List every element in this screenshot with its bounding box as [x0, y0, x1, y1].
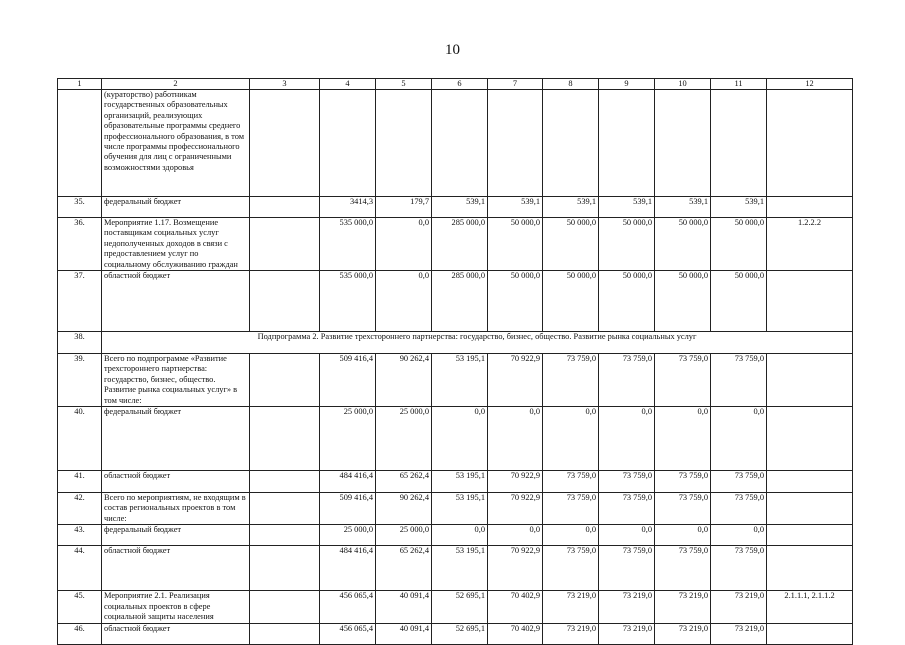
- value-cell: 53 195,1: [432, 546, 488, 591]
- value-cell: 535 000,0: [320, 218, 376, 271]
- column-header: 7: [488, 79, 543, 90]
- row-name-cell: областной бюджет: [102, 471, 250, 493]
- value-cell: 535 000,0: [320, 271, 376, 332]
- column-header: 6: [432, 79, 488, 90]
- table-row: [58, 471, 853, 493]
- value-cell: 65 262,4: [376, 546, 432, 591]
- column-header: 2: [102, 79, 250, 90]
- value-cell: 53 195,1: [432, 471, 488, 493]
- value-cell: 73 759,0: [543, 471, 599, 493]
- value-cell: 50 000,0: [599, 271, 655, 332]
- column-header: 8: [543, 79, 599, 90]
- empty-cell: [250, 218, 320, 271]
- table-row: [58, 591, 853, 623]
- value-cell: 539,1: [488, 197, 543, 218]
- row-number-cell: 44.: [58, 546, 102, 591]
- value-cell: 0,0: [655, 525, 711, 546]
- row-number-cell: 40.: [58, 407, 102, 471]
- value-cell: 0,0: [711, 407, 767, 471]
- row-name-cell: областной бюджет: [102, 271, 250, 332]
- budget-table: [57, 78, 853, 645]
- value-cell: 73 219,0: [599, 591, 655, 623]
- value-cell: 73 759,0: [711, 471, 767, 493]
- value-cell: 0,0: [376, 271, 432, 332]
- empty-cell: [320, 90, 376, 197]
- column-header: 12: [767, 79, 853, 90]
- column-header: 5: [376, 79, 432, 90]
- value-cell: 0,0: [488, 407, 543, 471]
- empty-cell: [655, 90, 711, 197]
- value-cell: 0,0: [376, 218, 432, 271]
- value-cell: 73 759,0: [599, 493, 655, 525]
- empty-cell: [432, 90, 488, 197]
- value-cell: 484 416,4: [320, 546, 376, 591]
- table-row: [58, 354, 853, 407]
- value-cell: 0,0: [599, 525, 655, 546]
- value-cell: 73 219,0: [543, 623, 599, 644]
- table-row: [58, 332, 853, 354]
- column-header: 9: [599, 79, 655, 90]
- value-cell: 73 219,0: [711, 623, 767, 644]
- value-cell: 73 219,0: [655, 623, 711, 644]
- value-cell: 70 402,9: [488, 623, 543, 644]
- value-cell: 50 000,0: [543, 271, 599, 332]
- value-cell: 539,1: [432, 197, 488, 218]
- code-cell: [767, 354, 853, 407]
- table-row: [58, 546, 853, 591]
- value-cell: 539,1: [599, 197, 655, 218]
- value-cell: 484 416,4: [320, 471, 376, 493]
- empty-cell: [488, 90, 543, 197]
- value-cell: 50 000,0: [655, 271, 711, 332]
- row-number-cell: 46.: [58, 623, 102, 644]
- code-cell: [767, 493, 853, 525]
- empty-cell: [250, 197, 320, 218]
- value-cell: 70 402,9: [488, 591, 543, 623]
- table-row: [58, 525, 853, 546]
- header-row: [58, 79, 853, 90]
- row-number-cell: 37.: [58, 271, 102, 332]
- value-cell: 25 000,0: [320, 525, 376, 546]
- value-cell: 73 759,0: [711, 354, 767, 407]
- value-cell: 0,0: [599, 407, 655, 471]
- value-cell: 285 000,0: [432, 218, 488, 271]
- code-cell: [767, 271, 853, 332]
- empty-cell: [250, 90, 320, 197]
- table-row: [58, 197, 853, 218]
- value-cell: 73 219,0: [711, 591, 767, 623]
- value-cell: 50 000,0: [655, 218, 711, 271]
- value-cell: 50 000,0: [711, 271, 767, 332]
- value-cell: 50 000,0: [488, 271, 543, 332]
- empty-cell: [250, 591, 320, 623]
- value-cell: 456 065,4: [320, 623, 376, 644]
- empty-cell: [250, 354, 320, 407]
- row-number-cell: 36.: [58, 218, 102, 271]
- empty-cell: [711, 90, 767, 197]
- empty-cell: [543, 90, 599, 197]
- value-cell: 0,0: [543, 407, 599, 471]
- value-cell: 40 091,4: [376, 591, 432, 623]
- value-cell: 70 922,9: [488, 471, 543, 493]
- column-header: 3: [250, 79, 320, 90]
- empty-cell: [250, 493, 320, 525]
- row-name-cell: областной бюджет: [102, 546, 250, 591]
- value-cell: 509 416,4: [320, 354, 376, 407]
- code-cell: [767, 471, 853, 493]
- value-cell: 90 262,4: [376, 354, 432, 407]
- value-cell: 509 416,4: [320, 493, 376, 525]
- subprogram-title-cell: Подпрограмма 2. Развитие трехстороннего партнерства: государство, бизнес, общество. Развитие рынка социальных услуг: [102, 332, 853, 354]
- row-name-cell: Мероприятие 2.1. Реализация социальных проектов в сфере социальной защиты населения: [102, 591, 250, 623]
- value-cell: 25 000,0: [376, 407, 432, 471]
- value-cell: 73 759,0: [655, 546, 711, 591]
- row-number-cell: [58, 90, 102, 197]
- value-cell: 70 922,9: [488, 546, 543, 591]
- value-cell: 73 759,0: [655, 493, 711, 525]
- row-number-cell: 41.: [58, 471, 102, 493]
- row-number-cell: 42.: [58, 493, 102, 525]
- value-cell: 73 219,0: [655, 591, 711, 623]
- value-cell: 73 219,0: [599, 623, 655, 644]
- column-header: 11: [711, 79, 767, 90]
- value-cell: 73 759,0: [543, 354, 599, 407]
- value-cell: 0,0: [488, 525, 543, 546]
- code-cell: 2.1.1.1, 2.1.1.2: [767, 591, 853, 623]
- row-name-cell: Мероприятие 1.17. Возмещение поставщикам социальных услуг недополученных доходов в связи с предоставлением услуг по социальному обслуживанию граждан: [102, 218, 250, 271]
- value-cell: 73 759,0: [543, 546, 599, 591]
- value-cell: 539,1: [543, 197, 599, 218]
- value-cell: 73 759,0: [655, 354, 711, 407]
- code-cell: 1.2.2.2: [767, 218, 853, 271]
- value-cell: 52 695,1: [432, 623, 488, 644]
- value-cell: 73 759,0: [599, 471, 655, 493]
- empty-cell: [250, 271, 320, 332]
- value-cell: 179,7: [376, 197, 432, 218]
- row-name-cell: (кураторство) работникам государственных образовательных организаций, реализующих образовательные программы среднего профессионального образования, в том числе программы профессионального обучения для лиц с ограниченными возможностями здоровья: [102, 90, 250, 197]
- code-cell: [767, 546, 853, 591]
- value-cell: 52 695,1: [432, 591, 488, 623]
- row-name-cell: федеральный бюджет: [102, 525, 250, 546]
- value-cell: 73 759,0: [599, 354, 655, 407]
- value-cell: 50 000,0: [488, 218, 543, 271]
- value-cell: 90 262,4: [376, 493, 432, 525]
- empty-cell: [599, 90, 655, 197]
- value-cell: 70 922,9: [488, 493, 543, 525]
- value-cell: 70 922,9: [488, 354, 543, 407]
- value-cell: 73 759,0: [711, 546, 767, 591]
- empty-cell: [250, 525, 320, 546]
- value-cell: 50 000,0: [599, 218, 655, 271]
- row-number-cell: 45.: [58, 591, 102, 623]
- code-cell: [767, 623, 853, 644]
- row-name-cell: Всего по подпрограмме «Развитие трехстороннего партнерства: государство, бизнес, общество. Развитие рынка социальных услуг» в том числе:: [102, 354, 250, 407]
- value-cell: 3414,3: [320, 197, 376, 218]
- column-header: 10: [655, 79, 711, 90]
- value-cell: 53 195,1: [432, 354, 488, 407]
- page-number: 10: [445, 42, 460, 58]
- empty-cell: [250, 407, 320, 471]
- empty-cell: [250, 546, 320, 591]
- value-cell: 25 000,0: [376, 525, 432, 546]
- value-cell: 73 759,0: [599, 546, 655, 591]
- row-name-cell: федеральный бюджет: [102, 407, 250, 471]
- value-cell: 0,0: [432, 407, 488, 471]
- table-row: [58, 623, 853, 644]
- empty-cell: [250, 471, 320, 493]
- value-cell: 73 759,0: [655, 471, 711, 493]
- row-number-cell: 43.: [58, 525, 102, 546]
- value-cell: 40 091,4: [376, 623, 432, 644]
- value-cell: 53 195,1: [432, 493, 488, 525]
- code-cell: [767, 197, 853, 218]
- value-cell: 0,0: [655, 407, 711, 471]
- row-number-cell: 35.: [58, 197, 102, 218]
- value-cell: 73 219,0: [543, 591, 599, 623]
- row-name-cell: областной бюджет: [102, 623, 250, 644]
- value-cell: 0,0: [432, 525, 488, 546]
- value-cell: 73 759,0: [543, 493, 599, 525]
- table-row: [58, 493, 853, 525]
- row-number-cell: 39.: [58, 354, 102, 407]
- value-cell: 73 759,0: [711, 493, 767, 525]
- column-header: 1: [58, 79, 102, 90]
- continuation-row: [58, 90, 853, 197]
- value-cell: 539,1: [655, 197, 711, 218]
- value-cell: 539,1: [711, 197, 767, 218]
- value-cell: 0,0: [711, 525, 767, 546]
- table-row: [58, 407, 853, 471]
- value-cell: 456 065,4: [320, 591, 376, 623]
- value-cell: 50 000,0: [543, 218, 599, 271]
- value-cell: 25 000,0: [320, 407, 376, 471]
- table-row: [58, 218, 853, 271]
- value-cell: 0,0: [543, 525, 599, 546]
- row-name-cell: федеральный бюджет: [102, 197, 250, 218]
- value-cell: 65 262,4: [376, 471, 432, 493]
- code-cell: [767, 407, 853, 471]
- value-cell: 285 000,0: [432, 271, 488, 332]
- table-row: [58, 271, 853, 332]
- value-cell: 50 000,0: [711, 218, 767, 271]
- empty-cell: [250, 623, 320, 644]
- row-number-cell: 38.: [58, 332, 102, 354]
- column-header: 4: [320, 79, 376, 90]
- empty-cell: [767, 90, 853, 197]
- code-cell: [767, 525, 853, 546]
- row-name-cell: Всего по мероприятиям, не входящим в состав региональных проектов в том числе:: [102, 493, 250, 525]
- empty-cell: [376, 90, 432, 197]
